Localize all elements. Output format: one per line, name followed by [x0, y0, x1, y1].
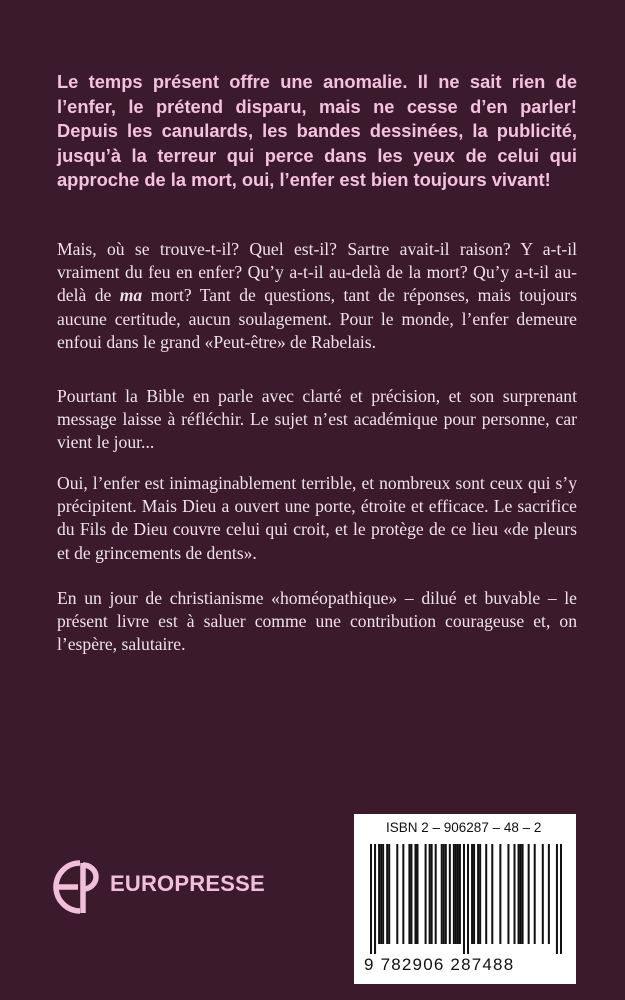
barcode-bar	[518, 844, 520, 944]
barcode-bar	[473, 844, 475, 944]
barcode-bar	[435, 844, 437, 944]
barcode-bar	[382, 844, 384, 944]
paragraph-homeopathic: En un jour de christianisme «homéopathique» – dilué et buvable – le présent livre est à saluer comme une contribution courageuse et, on l’espère, salutaire.	[57, 588, 577, 655]
barcode-bar	[388, 844, 390, 944]
barcode-bar	[520, 844, 522, 944]
barcode-bar	[491, 844, 493, 944]
barcode-bar	[485, 844, 487, 944]
barcode-bar	[534, 844, 536, 944]
paragraph-bible: Pourtant la Bible en parle avec clarté et précision, et son surprenant message laisse à réfléchir. Le sujet n’est académique pour personne, car vient le jour...	[57, 386, 577, 453]
barcode-bar	[408, 844, 410, 944]
barcode-bar	[459, 844, 461, 944]
barcode-guard-bar	[467, 844, 469, 954]
barcode-bar	[455, 844, 457, 944]
ep-monogram-icon	[50, 857, 114, 917]
barcode-bar	[499, 844, 501, 944]
barcode-guard-bar	[370, 844, 372, 954]
lead-paragraph: Le temps présent offre une anomalie. Il ne sait rien de l’enfer, le prétend disparu, mais ne cesse d’en parler! Depuis les canulards, les bandes dessinées, la publicité, jusqu’à la terreur qui perce dans les yeux de celui qui approche de la mort, oui, l’enfer est bien toujours vivant!	[57, 71, 577, 190]
barcode-bar	[425, 844, 427, 944]
barcode-bar	[513, 844, 515, 944]
barcode-bar	[402, 844, 404, 944]
barcode-guard-bar	[374, 844, 376, 954]
publisher-logo	[50, 857, 280, 917]
barcode-bar	[429, 844, 431, 944]
barcode	[370, 844, 562, 954]
barcode-bar	[396, 844, 398, 944]
barcode-bar	[528, 844, 530, 944]
barcode-bar	[449, 844, 451, 944]
barcode-bar	[414, 844, 416, 944]
barcode-bar	[542, 844, 544, 944]
publisher-name: EUROPRESSE	[110, 871, 265, 896]
barcode-bar	[378, 844, 380, 944]
barcode-guard-bar	[560, 844, 562, 954]
barcode-bar	[410, 844, 412, 944]
barcode-bar	[380, 844, 382, 944]
barcode-bar	[522, 844, 524, 944]
ean-number: 9 782906 287488	[364, 955, 515, 974]
barcode-bar	[453, 844, 455, 944]
paragraph-questions-part-1: Mais, où se trouve-t-il? Quel est-il? Sartre avait-il raison? Y a-t-il vraiment du feu en enfer? Qu’y a-t-il au-delà de la mort? Qu’y a-t-il au-delà de	[57, 239, 577, 306]
isbn-label: ISBN 2 – 906287 – 48 – 2	[386, 820, 542, 835]
isbn-barcode-box	[354, 814, 576, 984]
emphasis-ma: ma	[119, 285, 143, 306]
barcode-bar	[445, 844, 447, 944]
paragraph-door: Oui, l’enfer est inimaginablement terrible, et nombreux sont ceux qui s’y précipitent. Mais Dieu a ouvert une porte, étroite et efficace. Le sacrifice du Fils de Dieu couvre celui qui croit, et le protège de ce lieu «de pleurs et de grincements de dents».	[57, 473, 577, 563]
barcode-guard-bar	[556, 844, 558, 954]
barcode-bar	[457, 844, 459, 944]
barcode-bar	[443, 844, 445, 944]
barcode-bar	[386, 844, 388, 944]
barcode-bar	[416, 844, 418, 944]
barcode-bar	[441, 844, 443, 944]
barcode-bar	[507, 844, 509, 944]
barcode-guard-bar	[463, 844, 465, 954]
paragraph-questions-part-2: mort? Tant de questions, tant de réponses, mais toujours aucune certitude, aucun soulagement. Pour le monde, l’enfer demeure enfoui dans le grand «Peut-être» de Rabelais.	[57, 285, 577, 352]
barcode-bar	[548, 844, 550, 944]
barcode-bar	[477, 844, 479, 944]
barcode-bar	[471, 844, 473, 944]
barcode-bar	[431, 844, 433, 944]
paragraph-questions	[57, 238, 577, 354]
barcode-bar	[479, 844, 481, 944]
